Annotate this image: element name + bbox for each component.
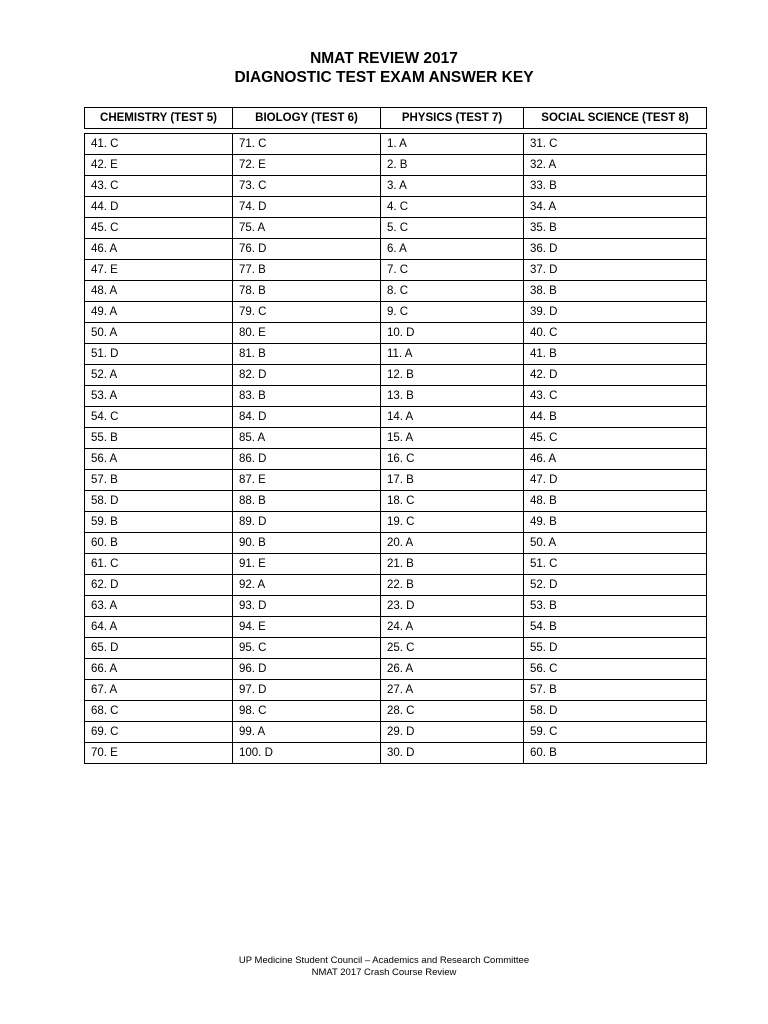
answer-cell-biology: 91. E: [233, 554, 381, 575]
answer-cell-biology: 80. E: [233, 323, 381, 344]
answer-cell-biology: 76. D: [233, 239, 381, 260]
answer-cell-biology: 90. B: [233, 533, 381, 554]
answer-cell-social-science: 51. C: [524, 554, 707, 575]
table-header-row: [85, 108, 707, 129]
answer-cell-social-science: 59. C: [524, 722, 707, 743]
answer-cell-physics: 13. B: [381, 386, 524, 407]
answer-cell-physics: 9. C: [381, 302, 524, 323]
answer-cell-physics: 6. A: [381, 239, 524, 260]
answer-cell-chemistry: 41. C: [85, 134, 233, 155]
answer-cell-physics: 4. C: [381, 197, 524, 218]
table-row: [85, 638, 707, 659]
answer-cell-chemistry: 68. C: [85, 701, 233, 722]
answer-cell-physics: 10. D: [381, 323, 524, 344]
answer-cell-biology: 87. E: [233, 470, 381, 491]
answer-cell-social-science: 49. B: [524, 512, 707, 533]
answer-cell-physics: 14. A: [381, 407, 524, 428]
table-row: [85, 701, 707, 722]
answer-cell-biology: 86. D: [233, 449, 381, 470]
answer-cell-social-science: 43. C: [524, 386, 707, 407]
table-row: [85, 155, 707, 176]
answer-cell-chemistry: 43. C: [85, 176, 233, 197]
answer-cell-physics: 30. D: [381, 743, 524, 764]
answer-cell-biology: 88. B: [233, 491, 381, 512]
answer-cell-social-science: 57. B: [524, 680, 707, 701]
answer-cell-physics: 22. B: [381, 575, 524, 596]
table-row: [85, 281, 707, 302]
answer-cell-physics: 21. B: [381, 554, 524, 575]
table-row: [85, 533, 707, 554]
table-row: [85, 197, 707, 218]
answer-cell-physics: 26. A: [381, 659, 524, 680]
table-row: [85, 176, 707, 197]
answer-cell-physics: 25. C: [381, 638, 524, 659]
document-subtitle: DIAGNOSTIC TEST EXAM ANSWER KEY: [234, 69, 534, 86]
answer-cell-biology: 83. B: [233, 386, 381, 407]
answer-cell-chemistry: 67. A: [85, 680, 233, 701]
answer-cell-physics: 16. C: [381, 449, 524, 470]
table-row: [85, 659, 707, 680]
column-header-social-science: SOCIAL SCIENCE (TEST 8): [524, 108, 707, 129]
answer-cell-chemistry: 42. E: [85, 155, 233, 176]
answer-cell-social-science: 40. C: [524, 323, 707, 344]
answer-cell-chemistry: 62. D: [85, 575, 233, 596]
answer-cell-physics: 11. A: [381, 344, 524, 365]
answer-cell-biology: 75. A: [233, 218, 381, 239]
table-row: [85, 575, 707, 596]
answer-cell-biology: 97. D: [233, 680, 381, 701]
answer-cell-social-science: 60. B: [524, 743, 707, 764]
table-row: [85, 239, 707, 260]
table-row: [85, 344, 707, 365]
answer-key-table: [84, 107, 707, 764]
answer-cell-physics: 7. C: [381, 260, 524, 281]
table-row: [85, 680, 707, 701]
answer-cell-chemistry: 57. B: [85, 470, 233, 491]
answer-cell-social-science: 33. B: [524, 176, 707, 197]
answer-cell-social-science: 35. B: [524, 218, 707, 239]
answer-cell-social-science: 42. D: [524, 365, 707, 386]
answer-cell-social-science: 53. B: [524, 596, 707, 617]
answer-cell-biology: 74. D: [233, 197, 381, 218]
answer-cell-chemistry: 64. A: [85, 617, 233, 638]
answer-cell-chemistry: 53. A: [85, 386, 233, 407]
answer-cell-social-science: 31. C: [524, 134, 707, 155]
answer-cell-physics: 15. A: [381, 428, 524, 449]
table-row: [85, 302, 707, 323]
answer-cell-chemistry: 59. B: [85, 512, 233, 533]
answer-cell-social-science: 38. B: [524, 281, 707, 302]
table-row: [85, 470, 707, 491]
table-row: [85, 722, 707, 743]
answer-cell-chemistry: 55. B: [85, 428, 233, 449]
column-header-physics: PHYSICS (TEST 7): [381, 108, 524, 129]
table-row: [85, 743, 707, 764]
document-title: NMAT REVIEW 2017: [310, 50, 458, 67]
table-row: [85, 218, 707, 239]
table-row: [85, 134, 707, 155]
answer-cell-biology: 98. C: [233, 701, 381, 722]
answer-cell-social-science: 56. C: [524, 659, 707, 680]
answer-cell-chemistry: 63. A: [85, 596, 233, 617]
answer-cell-social-science: 41. B: [524, 344, 707, 365]
table-row: [85, 617, 707, 638]
answer-cell-biology: 78. B: [233, 281, 381, 302]
answer-cell-physics: 5. C: [381, 218, 524, 239]
answer-cell-chemistry: 65. D: [85, 638, 233, 659]
table-row: [85, 407, 707, 428]
answer-rows: [85, 134, 707, 764]
answer-cell-chemistry: 49. A: [85, 302, 233, 323]
answer-cell-chemistry: 69. C: [85, 722, 233, 743]
answer-cell-social-science: 34. A: [524, 197, 707, 218]
answer-cell-social-science: 55. D: [524, 638, 707, 659]
answer-cell-social-science: 39. D: [524, 302, 707, 323]
answer-cell-chemistry: 61. C: [85, 554, 233, 575]
answer-cell-physics: 17. B: [381, 470, 524, 491]
answer-cell-biology: 93. D: [233, 596, 381, 617]
answer-cell-social-science: 44. B: [524, 407, 707, 428]
table-row: [85, 512, 707, 533]
answer-cell-biology: 96. D: [233, 659, 381, 680]
table-row: [85, 260, 707, 281]
answer-cell-physics: 27. A: [381, 680, 524, 701]
answer-cell-chemistry: 60. B: [85, 533, 233, 554]
answer-cell-biology: 94. E: [233, 617, 381, 638]
answer-cell-physics: 2. B: [381, 155, 524, 176]
footer-course: NMAT 2017 Crash Course Review: [311, 967, 457, 978]
answer-cell-biology: 89. D: [233, 512, 381, 533]
answer-cell-biology: 79. C: [233, 302, 381, 323]
table-row: [85, 386, 707, 407]
answer-cell-social-science: 32. A: [524, 155, 707, 176]
table-row: [85, 323, 707, 344]
answer-cell-biology: 77. B: [233, 260, 381, 281]
answer-cell-biology: 73. C: [233, 176, 381, 197]
answer-cell-social-science: 45. C: [524, 428, 707, 449]
answer-cell-chemistry: 58. D: [85, 491, 233, 512]
answer-cell-biology: 72. E: [233, 155, 381, 176]
column-header-biology: BIOLOGY (TEST 6): [233, 108, 381, 129]
answer-cell-physics: 20. A: [381, 533, 524, 554]
answer-cell-chemistry: 45. C: [85, 218, 233, 239]
answer-cell-chemistry: 46. A: [85, 239, 233, 260]
column-header-chemistry: CHEMISTRY (TEST 5): [85, 108, 233, 129]
answer-cell-social-science: 58. D: [524, 701, 707, 722]
answer-cell-chemistry: 70. E: [85, 743, 233, 764]
answer-cell-chemistry: 47. E: [85, 260, 233, 281]
answer-cell-social-science: 50. A: [524, 533, 707, 554]
answer-cell-chemistry: 51. D: [85, 344, 233, 365]
answer-cell-biology: 84. D: [233, 407, 381, 428]
answer-cell-physics: 24. A: [381, 617, 524, 638]
answer-cell-physics: 8. C: [381, 281, 524, 302]
answer-cell-social-science: 48. B: [524, 491, 707, 512]
answer-cell-chemistry: 50. A: [85, 323, 233, 344]
answer-cell-biology: 95. C: [233, 638, 381, 659]
answer-cell-biology: 81. B: [233, 344, 381, 365]
table-row: [85, 365, 707, 386]
answer-cell-social-science: 47. D: [524, 470, 707, 491]
answer-cell-chemistry: 66. A: [85, 659, 233, 680]
answer-cell-chemistry: 48. A: [85, 281, 233, 302]
table-row: [85, 449, 707, 470]
answer-cell-social-science: 37. D: [524, 260, 707, 281]
answer-cell-social-science: 54. B: [524, 617, 707, 638]
answer-cell-physics: 12. B: [381, 365, 524, 386]
answer-cell-social-science: 36. D: [524, 239, 707, 260]
table-row: [85, 554, 707, 575]
answer-cell-biology: 100. D: [233, 743, 381, 764]
answer-cell-chemistry: 52. A: [85, 365, 233, 386]
answer-cell-physics: 3. A: [381, 176, 524, 197]
table-row: [85, 491, 707, 512]
answer-cell-physics: 19. C: [381, 512, 524, 533]
answer-cell-biology: 85. A: [233, 428, 381, 449]
answer-cell-biology: 92. A: [233, 575, 381, 596]
table-row: [85, 428, 707, 449]
answer-cell-physics: 28. C: [381, 701, 524, 722]
answer-cell-biology: 99. A: [233, 722, 381, 743]
answer-cell-chemistry: 44. D: [85, 197, 233, 218]
answer-cell-physics: 18. C: [381, 491, 524, 512]
answer-cell-biology: 82. D: [233, 365, 381, 386]
answer-cell-biology: 71. C: [233, 134, 381, 155]
answer-cell-physics: 1. A: [381, 134, 524, 155]
answer-cell-chemistry: 56. A: [85, 449, 233, 470]
footer-organization: UP Medicine Student Council – Academics and Research Committee: [238, 955, 530, 966]
answer-cell-physics: 23. D: [381, 596, 524, 617]
table-row: [85, 596, 707, 617]
answer-cell-social-science: 46. A: [524, 449, 707, 470]
answer-cell-chemistry: 54. C: [85, 407, 233, 428]
answer-cell-social-science: 52. D: [524, 575, 707, 596]
answer-cell-physics: 29. D: [381, 722, 524, 743]
